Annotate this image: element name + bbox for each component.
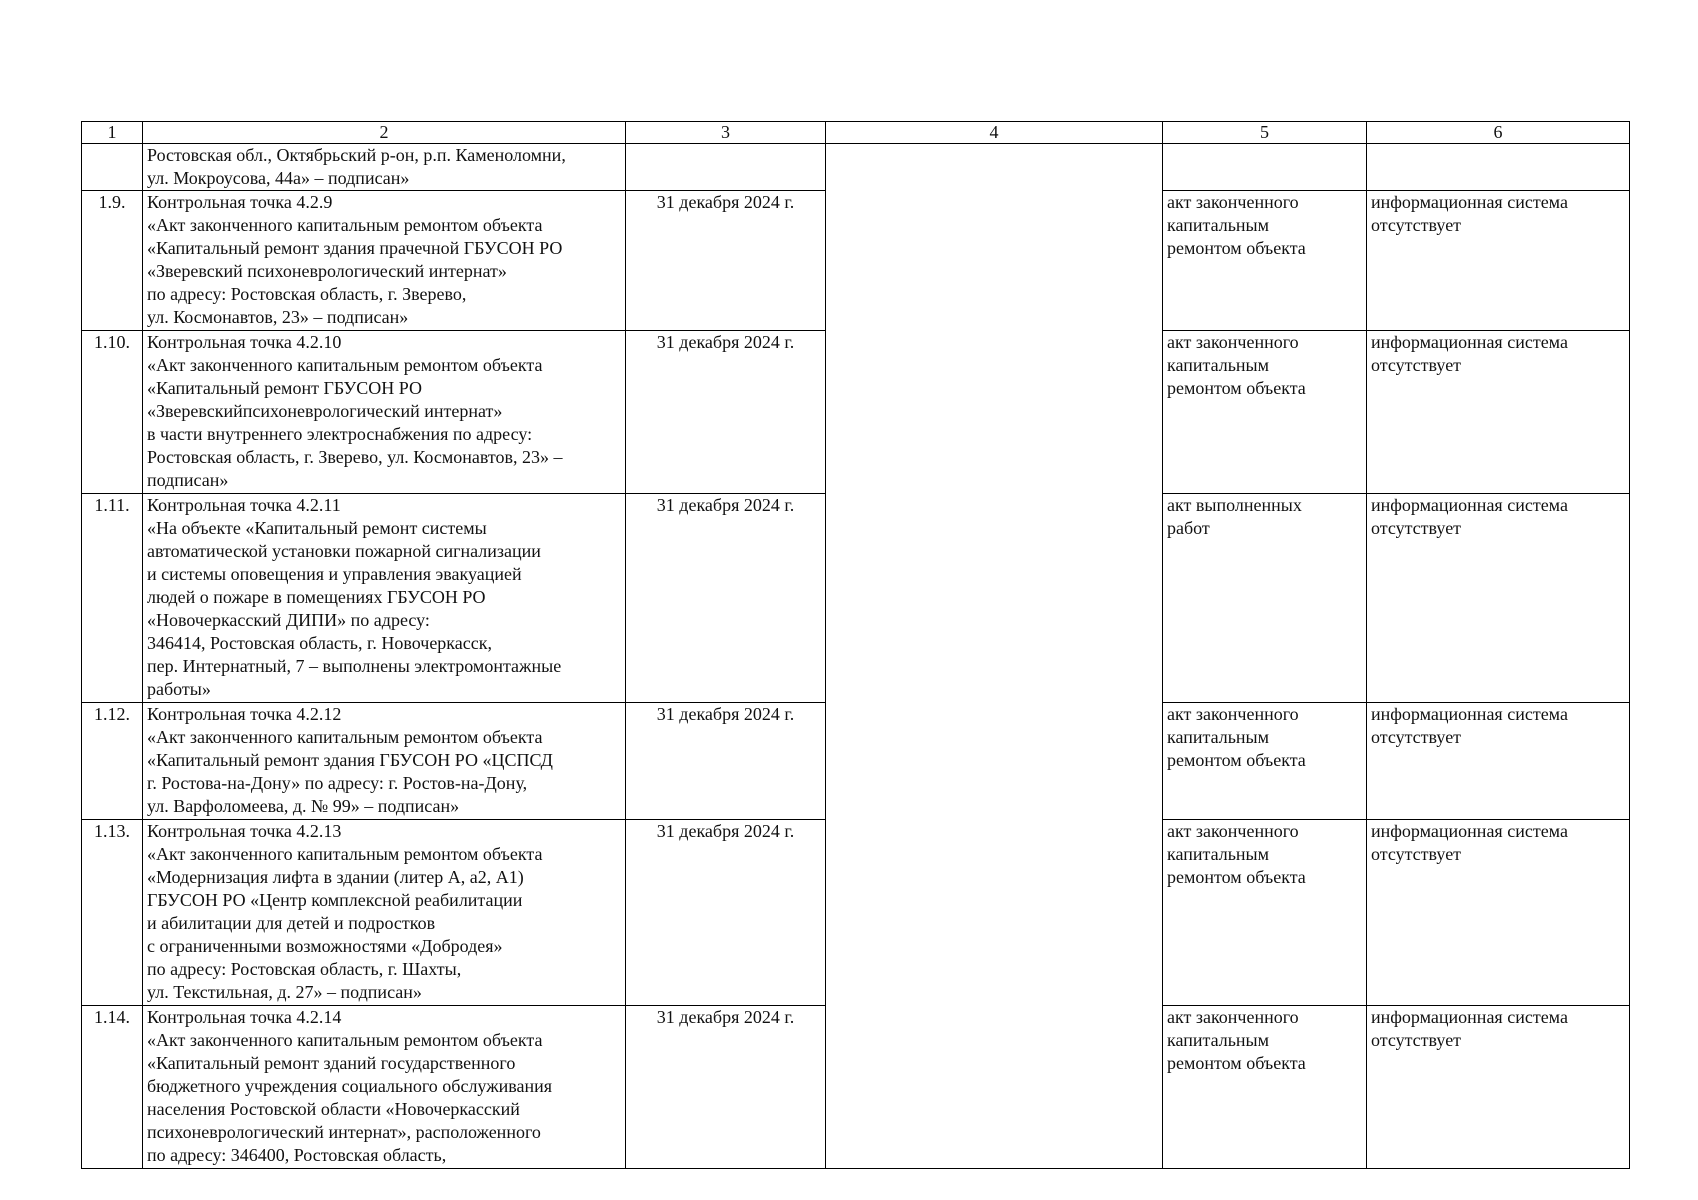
row-information-system	[1367, 191, 1630, 331]
description-line: «Зверевский психоневрологический интернат»	[147, 261, 507, 281]
document-type-line: акт законченного	[1167, 332, 1299, 352]
header-cell-3: 3	[626, 122, 826, 144]
continuation-line: ул. Мокроусова, 44а» – подписан»	[147, 168, 410, 188]
document-type-line: ремонтом объекта	[1167, 1053, 1306, 1073]
row-number: 1.10.	[82, 331, 143, 494]
row-information-system	[1367, 494, 1630, 703]
header-cell-5: 5	[1163, 122, 1367, 144]
row-document-type	[1163, 820, 1367, 1006]
description-line: ул. Космонавтов, 23» – подписан»	[147, 307, 409, 327]
description-line: Контрольная точка 4.2.10	[147, 332, 342, 352]
description-line: автоматической установки пожарной сигнализации	[147, 541, 541, 561]
row-date: 31 декабря 2024 г.	[626, 820, 826, 1006]
description-line: «На объекте «Капитальный ремонт системы	[147, 518, 487, 538]
row-document-type	[1163, 1006, 1367, 1169]
row-number: 1.13.	[82, 820, 143, 1006]
description-line: пер. Интернатный, 7 – выполнены электромонтажные	[147, 656, 562, 676]
document-type-line: акт законченного	[1167, 192, 1299, 212]
document-type-line: ремонтом объекта	[1167, 238, 1306, 258]
header-cell-2: 2	[143, 122, 626, 144]
description-line: Контрольная точка 4.2.14	[147, 1007, 342, 1027]
description-line: «Модернизация лифта в здании (литер А, а2, А1)	[147, 867, 524, 887]
description-line: Контрольная точка 4.2.9	[147, 192, 333, 212]
description-line: с ограниченными возможностями «Добродея»	[147, 936, 503, 956]
column-4-merged-cell	[826, 144, 1163, 1169]
description-line: и абилитации для детей и подростков	[147, 913, 436, 933]
description-line: «Акт законченного капитальным ремонтом объекта	[147, 844, 543, 864]
row-date: 31 декабря 2024 г.	[626, 703, 826, 820]
description-line: Контрольная точка 4.2.11	[147, 495, 341, 515]
description-line: «Капитальный ремонт зданий государственного	[147, 1053, 516, 1073]
continuation-line: Ростовская обл., Октябрьский р-он, р.п. Каменоломни,	[147, 145, 566, 165]
row-information-system	[1367, 703, 1630, 820]
row-information-system	[1367, 331, 1630, 494]
continuation-text-cell	[143, 144, 626, 191]
document-type-line: ремонтом объекта	[1167, 867, 1306, 887]
row-date: 31 декабря 2024 г.	[626, 331, 826, 494]
continuation-system-cell	[1367, 144, 1630, 191]
header-row	[82, 122, 1630, 144]
row-number: 1.9.	[82, 191, 143, 331]
description-line: ул. Варфоломеева, д. № 99» – подписан»	[147, 796, 460, 816]
information-system-line: отсутствует	[1371, 355, 1462, 375]
description-line: «Капитальный ремонт здания ГБУСОН РО «ЦСПСД	[147, 750, 553, 770]
document-type-line: акт законченного	[1167, 1007, 1299, 1027]
document-type-line: акт выполненных	[1167, 495, 1302, 515]
row-date: 31 декабря 2024 г.	[626, 1006, 826, 1169]
information-system-line: отсутствует	[1371, 844, 1462, 864]
row-date: 31 декабря 2024 г.	[626, 494, 826, 703]
row-description	[143, 191, 626, 331]
row-number: 1.11.	[82, 494, 143, 703]
header-cell-4: 4	[826, 122, 1163, 144]
description-line: «Акт законченного капитальным ремонтом объекта	[147, 727, 543, 747]
row-description	[143, 1006, 626, 1169]
description-line: «Зверевскийпсихоневрологический интернат»	[147, 401, 503, 421]
description-line: Контрольная точка 4.2.12	[147, 704, 342, 724]
information-system-line: информационная система	[1371, 1007, 1568, 1027]
description-line: г. Ростова-на-Дону» по адресу: г. Ростов-на-Дону,	[147, 773, 528, 793]
row-description	[143, 820, 626, 1006]
description-line: работы»	[147, 679, 211, 699]
document-type-line: ремонтом объекта	[1167, 750, 1306, 770]
row-document-type	[1163, 331, 1367, 494]
header-cell-6: 6	[1367, 122, 1630, 144]
row-document-type	[1163, 191, 1367, 331]
description-line: ул. Текстильная, д. 27» – подписан»	[147, 982, 422, 1002]
row-document-type	[1163, 494, 1367, 703]
description-line: «Акт законченного капитальным ремонтом объекта	[147, 355, 543, 375]
information-system-line: отсутствует	[1371, 518, 1462, 538]
table-body	[82, 122, 1630, 1169]
document-type-line: капитальным	[1167, 355, 1270, 375]
control-points-table	[81, 121, 1630, 1169]
description-line: Контрольная точка 4.2.13	[147, 821, 342, 841]
row-description	[143, 331, 626, 494]
description-line: и системы оповещения и управления эвакуацией	[147, 564, 522, 584]
information-system-line: отсутствует	[1371, 215, 1462, 235]
description-line: психоневрологический интернат», расположенного	[147, 1122, 541, 1142]
header-cell-1: 1	[82, 122, 143, 144]
document-type-line: капитальным	[1167, 727, 1270, 747]
description-line: по адресу: Ростовская область, г. Зверево,	[147, 284, 467, 304]
description-line: «Акт законченного капитальным ремонтом объекта	[147, 215, 543, 235]
description-line: подписан»	[147, 470, 229, 490]
continuation-row	[82, 144, 1630, 191]
information-system-line: информационная система	[1371, 332, 1568, 352]
row-document-type	[1163, 703, 1367, 820]
description-line: «Капитальный ремонт ГБУСОН РО	[147, 378, 423, 398]
continuation-date-cell	[626, 144, 826, 191]
description-line: «Капитальный ремонт здания прачечной ГБУСОН РО	[147, 238, 563, 258]
information-system-line: отсутствует	[1371, 727, 1462, 747]
row-number: 1.14.	[82, 1006, 143, 1169]
information-system-line: информационная система	[1371, 821, 1568, 841]
description-line: «Новочеркасский ДИПИ» по адресу:	[147, 610, 430, 630]
document-type-line: капитальным	[1167, 844, 1270, 864]
row-date: 31 декабря 2024 г.	[626, 191, 826, 331]
description-line: людей о пожаре в помещениях ГБУСОН РО	[147, 587, 486, 607]
description-line: населения Ростовской области «Новочеркасский	[147, 1099, 520, 1119]
document-type-line: ремонтом объекта	[1167, 378, 1306, 398]
description-line: «Акт законченного капитальным ремонтом объекта	[147, 1030, 543, 1050]
document-type-line: капитальным	[1167, 1030, 1270, 1050]
row-description	[143, 703, 626, 820]
description-line: 346414, Ростовская область, г. Новочеркасск,	[147, 633, 492, 653]
information-system-line: информационная система	[1371, 495, 1568, 515]
row-information-system	[1367, 1006, 1630, 1169]
description-line: в части внутреннего электроснабжения по адресу:	[147, 424, 533, 444]
continuation-doc-cell	[1163, 144, 1367, 191]
document-type-line: капитальным	[1167, 215, 1270, 235]
document-type-line: работ	[1167, 518, 1210, 538]
information-system-line: информационная система	[1371, 192, 1568, 212]
row-description	[143, 494, 626, 703]
continuation-num-cell	[82, 144, 143, 191]
row-information-system	[1367, 820, 1630, 1006]
information-system-line: информационная система	[1371, 704, 1568, 724]
description-line: по адресу: 346400, Ростовская область,	[147, 1145, 447, 1165]
row-number: 1.12.	[82, 703, 143, 820]
description-line: по адресу: Ростовская область, г. Шахты,	[147, 959, 462, 979]
document-type-line: акт законченного	[1167, 704, 1299, 724]
document-type-line: акт законченного	[1167, 821, 1299, 841]
description-line: бюджетного учреждения социального обслуживания	[147, 1076, 553, 1096]
information-system-line: отсутствует	[1371, 1030, 1462, 1050]
description-line: Ростовская область, г. Зверево, ул. Космонавтов, 23» –	[147, 447, 563, 467]
description-line: ГБУСОН РО «Центр комплексной реабилитации	[147, 890, 523, 910]
